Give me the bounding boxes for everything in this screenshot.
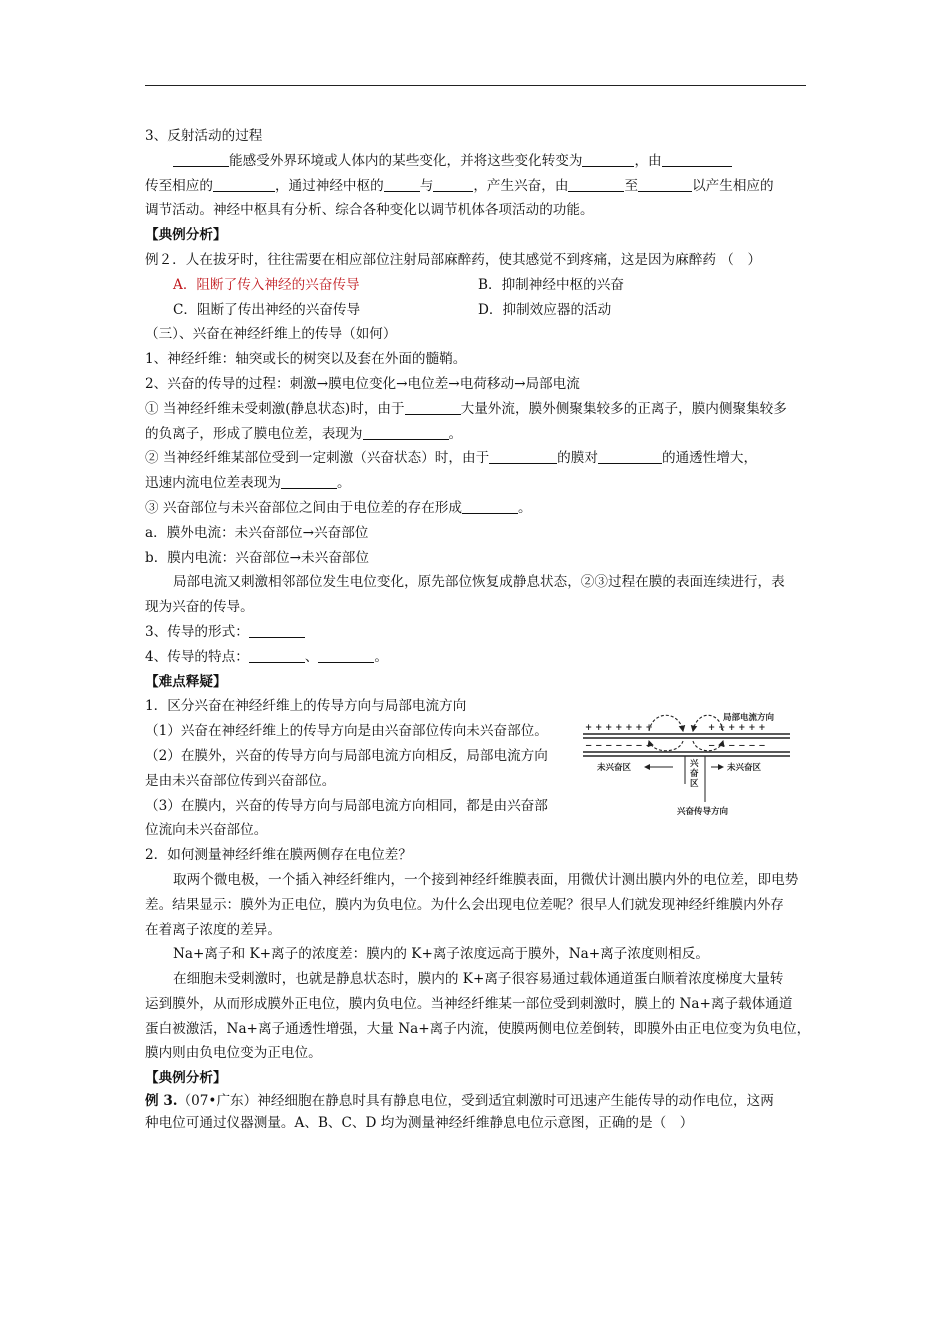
fill-blank[interactable] xyxy=(281,474,337,489)
fill-blank[interactable] xyxy=(249,648,305,663)
fill-blank[interactable] xyxy=(433,177,473,192)
local-current-paragraph-line-2: 现为兴奋的传导。 xyxy=(145,599,254,616)
fill-blank[interactable] xyxy=(173,152,229,167)
measure-paragraph-line-2: 差。结果显示：膜外为正电位，膜内为负电位。为什么会出现电位差呢？很早人们就发现神经纤维膜内外存 xyxy=(145,896,784,913)
label-unexcited-right: 未兴奋区 xyxy=(727,763,762,773)
option-b[interactable]: B．抑制神经中枢的兴奋 xyxy=(478,276,624,293)
reflex-paragraph-line-3: 调节活动。神经中枢具有分析、综合各种变化以调节机体各项活动的功能。 xyxy=(145,202,594,219)
option-c[interactable]: C．阻断了传出神经的兴奋传导 xyxy=(173,301,361,318)
positive-charges-right: + + + + + + xyxy=(708,723,766,733)
fill-blank[interactable] xyxy=(582,152,634,167)
section-title-conduction: （三）、兴奋在神经纤维上的传导（如何） xyxy=(145,326,397,343)
negative-charges-right: − − − − − − xyxy=(708,741,766,751)
resting-state-line-1: ① 当神经纤维未受刺激(静息状态)时，由于 大量外流，膜外侧聚集较多的正离子，膜内侧聚集较多 xyxy=(145,400,787,417)
fill-blank[interactable] xyxy=(384,177,420,192)
fill-blank[interactable] xyxy=(598,449,662,464)
resting-state-line-2: 的负离子，形成了膜电位差，表现为 。 xyxy=(145,425,463,442)
current-arc-outer-left xyxy=(649,715,683,731)
label-local-current-direction: 局部电流方向 xyxy=(723,713,775,723)
difficulty-q1: 1．区分兴奋在神经纤维上的传导方向与局部电流方向 xyxy=(145,698,467,715)
section-title-reflex-process: 3、反射活动的过程 xyxy=(145,128,263,144)
conduction-features: 4、传导的特点： 、 。 xyxy=(145,648,388,665)
conduction-process: 2、兴奋的传导的过程：刺激→膜电位变化→电位差→电荷移动→局部电流 xyxy=(145,375,580,392)
example-2-options-row-2 xyxy=(145,298,810,323)
reflex-paragraph-line-2: 传至相应的 ，通过神经中枢的 与 ，产生兴奋，由 至 以产生相应的 xyxy=(145,177,774,194)
example-2-options-row-1 xyxy=(145,273,810,298)
inner-membrane-current: b．膜内电流：兴奋部位→未兴奋部位 xyxy=(145,549,369,566)
measure-paragraph-line-3: 在着离子浓度的差异。 xyxy=(145,921,281,938)
fill-blank[interactable] xyxy=(489,449,557,464)
label-excited-zone: 区 xyxy=(690,779,699,789)
example-2-question: 例２．人在拔牙时，往往需要在相应部位注射局部麻醉药，使其感觉不到疼痛，这是因为麻醉药 （ ） xyxy=(145,251,762,268)
outer-membrane-current: a．膜外电流：未兴奋部位→兴奋部位 xyxy=(145,524,369,541)
label-excited-zone: 奋 xyxy=(690,769,699,779)
example-analysis-heading-2: 【典例分析】 xyxy=(145,1070,227,1087)
fill-blank[interactable] xyxy=(213,177,275,192)
example-3-line-1: 例 3.（07•广东）神经细胞在静息时具有静息电位，受到适宜刺激时可迅速产生能传导的动作电位，这两 xyxy=(145,1093,774,1110)
header-rule xyxy=(145,85,806,86)
fill-blank[interactable] xyxy=(638,177,692,192)
local-current-diagram xyxy=(583,706,798,821)
difficulty-q1-point-2-cont: 是由未兴奋部位传到兴奋部位。 xyxy=(145,772,336,789)
example-3-line-2: 种电位可通过仪器测量。A、B、C、D 均为测量神经纤维静息电位示意图，正确的是（ ） xyxy=(145,1114,694,1131)
ion-concentration-line: Na+离子和 K+离子的浓度差：膜内的 K+离子浓度远高于膜外，Na+离子浓度则相反。 xyxy=(173,946,709,963)
fill-blank[interactable] xyxy=(405,400,461,415)
fill-blank[interactable] xyxy=(662,152,732,167)
local-current-formation: ③ 兴奋部位与未兴奋部位之间由于电位差的存在形成 。 xyxy=(145,499,532,516)
option-d[interactable]: D．抑制效应器的活动 xyxy=(478,301,612,318)
difficulty-q1-point-3: （3）在膜内，兴奋的传导方向与局部电流方向相同，都是由兴奋部 xyxy=(145,797,548,814)
current-arc-inner-left xyxy=(649,741,683,751)
mechanism-paragraph-line-2: 运到膜外，从而形成膜外正电位，膜内负电位。当神经纤维某一部位受到刺激时，膜上的 Na+离子载体通道 xyxy=(145,995,793,1012)
difficulty-heading: 【难点释疑】 xyxy=(145,673,227,690)
reflex-paragraph-line-1: 能感受外界环境或人体内的某些变化，并将这些变化转变为 ，由 xyxy=(145,149,810,174)
fill-blank[interactable] xyxy=(568,177,624,192)
fill-blank[interactable] xyxy=(462,499,518,514)
label-conduction-direction: 兴奋传导方向 xyxy=(677,807,729,817)
conduction-form: 3、传导的形式： xyxy=(145,620,810,645)
local-current-paragraph-line-1: 局部电流又刺激相邻部位发生电位变化，原先部位恢复成静息状态，②③过程在膜的表面连续进行，表 xyxy=(173,574,785,591)
label-unexcited-left: 未兴奋区 xyxy=(597,763,632,773)
difficulty-q1-point-3-cont: 位流向未兴奋部位。 xyxy=(145,822,268,839)
fill-blank[interactable] xyxy=(363,425,449,440)
negative-charges-left: − − − − − − − xyxy=(585,741,653,751)
local-current-svg xyxy=(583,706,798,821)
difficulty-q2: 2．如何测量神经纤维在膜两侧存在电位差？ xyxy=(145,847,412,864)
measure-paragraph-line-1: 取两个微电极，一个插入神经纤维内，一个接到神经纤维膜表面，用微伏计测出膜内外的电位差，即电势 xyxy=(173,871,799,888)
difficulty-q1-point-1: （1）兴奋在神经纤维上的传导方向是由兴奋部位传向未兴奋部位。 xyxy=(145,723,548,740)
difficulty-q1-point-2: （2）在膜外，兴奋的传导方向与局部电流方向相反，局部电流方向 xyxy=(145,747,548,764)
positive-charges-left: + + + + + + + xyxy=(585,723,653,733)
mechanism-paragraph-line-1: 在细胞未受刺激时，也就是静息状态时，膜内的 K+离子很容易通过载体通道蛋白顺着浓度梯度大量转 xyxy=(173,971,784,988)
excited-state-line-2: 迅速内流电位差表现为 。 xyxy=(145,475,351,492)
fill-blank[interactable] xyxy=(249,623,305,638)
document-body xyxy=(145,124,810,1134)
mechanism-paragraph-line-4: 膜内则由负电位变为正电位。 xyxy=(145,1045,322,1062)
fill-blank[interactable] xyxy=(318,648,374,663)
label-excited-zone: 兴 xyxy=(690,759,699,769)
option-a[interactable]: A．阻断了传入神经的兴奋传导 xyxy=(173,276,360,293)
nerve-fiber-definition: 1、神经纤维：轴突或长的树突以及套在外面的髓鞘。 xyxy=(145,351,467,368)
example-analysis-heading: 【典例分析】 xyxy=(145,227,227,244)
excited-state-line-1: ② 当神经纤维某部位受到一定刺激（兴奋状态）时，由于 的膜对 的通透性增大， xyxy=(145,450,758,467)
mechanism-paragraph-line-3: 蛋白被激活，Na+离子通透性增强，大量 Na+离子内流，使膜两侧电位差倒转，即膜外由正电位变为负电位， xyxy=(145,1020,811,1037)
